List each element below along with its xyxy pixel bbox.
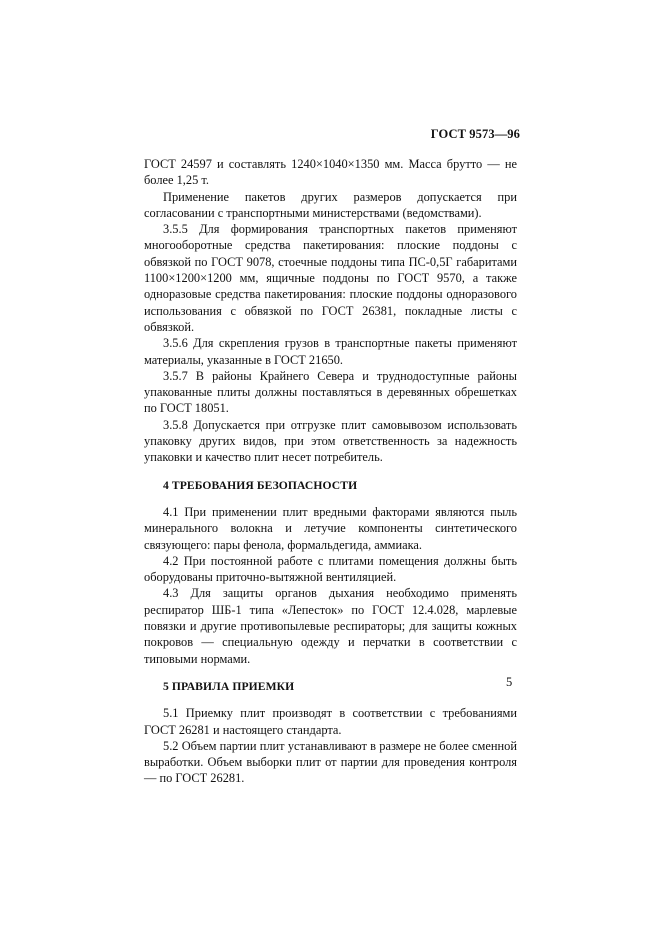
- document-header-code: ГОСТ 9573—96: [430, 127, 520, 141]
- paragraph-3-5-5: 3.5.5 Для формирования транспортных пакетов применяют многооборотные средства пакетирования: плоские поддоны с обвязкой по ГОСТ 9078, стоечные поддоны типа ПС-0,5Г габаритами 1100×1200×1200 мм, ящичные поддоны по ГОСТ 9570, а также одноразовые средства пакетирования: плоские поддоны одноразового использования с обвязкой по ГОСТ 26381, покладные листы с обвязкой.: [144, 222, 517, 334]
- document-body: [144, 156, 517, 787]
- paragraph-3-5-7: 3.5.7 В районы Крайнего Севера и труднодоступные районы упакованные плиты должны поставляться в деревянных обрешетках по ГОСТ 18051.: [144, 368, 517, 416]
- paragraph-continuation: ГОСТ 24597 и составлять 1240×1040×1350 мм. Масса брутто — не более 1,25 т.: [144, 157, 517, 188]
- page-number: 5: [506, 675, 513, 689]
- section-5-heading: 5 ПРАВИЛА ПРИЕМКИ: [163, 679, 295, 693]
- paragraph-3-5-8: 3.5.8 Допускается при отгрузке плит самовывозом использовать упаковку других видов, при этом ответственность за надежность упаковки и качество плит несет потребитель.: [144, 417, 517, 465]
- paragraph-5-1: 5.1 Приемку плит производят в соответствии с требованиями ГОСТ 26281 и настоящего стандарта.: [144, 706, 517, 737]
- section-4-heading: 4 ТРЕБОВАНИЯ БЕЗОПАСНОСТИ: [163, 478, 358, 492]
- paragraph-packages-approval: Применение пакетов других размеров допускается при согласовании с транспортными министерствами (ведомствами).: [144, 189, 517, 220]
- paragraph-5-2: 5.2 Объем партии плит устанавливают в размере не более сменной выработки. Объем выборки плит от партии для проведения контроля — по ГОСТ 26281.: [144, 738, 517, 786]
- paragraph-4-3: 4.3 Для защиты органов дыхания необходимо применять респиратор ШБ-1 типа «Лепесток» по ГОСТ 12.4.028, марлевые повязки и другие противопылевые респираторы; для защиты кожных покровов — специальную одежду и перчатки в соответствии с типовыми нормами.: [144, 586, 517, 666]
- paragraph-4-1: 4.1 При применении плит вредными факторами являются пыль минерального волокна и летучие компоненты синтетического связующего: пары фенола, формальдегида, аммиака.: [144, 504, 517, 552]
- paragraph-4-2: 4.2 При постоянной работе с плитами помещения должны быть оборудованы приточно-вытяжной вентиляцией.: [144, 553, 517, 585]
- paragraph-3-5-6: 3.5.6 Для скрепления грузов в транспортные пакеты применяют материалы, указанные в ГОСТ 21650.: [144, 336, 517, 367]
